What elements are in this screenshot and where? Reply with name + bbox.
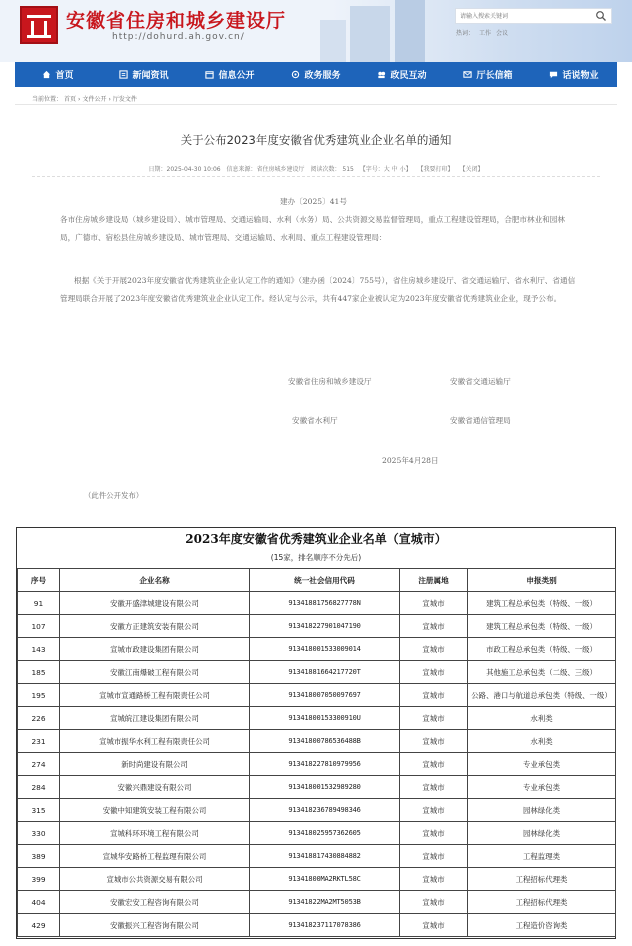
body-paragraph: 根据《关于开展2023年度安徽省优秀建筑业企业认定工作的通知》（建办函〔2024〕755号），省住房城乡建设厅、省交通运输厅、省水利厅、省通信管理局联合开展了2023年度安徽省优秀建筑业企业认定工作。经认定与公示，共有447家企业被认定为2023年度安徽省优秀建筑业企业，现予公布。 <box>60 276 576 303</box>
category-cell: 公路、港口与航道总承包类（特级、一级） <box>468 684 616 707</box>
credit-code-cell: 913418817430884882 <box>250 845 400 868</box>
signature-issuer: 安徽省交通运输厅 <box>450 377 511 386</box>
region-cell: 宣城市 <box>400 707 468 730</box>
category-cell: 工程造价咨询类 <box>468 914 616 937</box>
table-row <box>18 661 616 684</box>
company-name-cell: 宣城市宣通路桥工程有限责任公司 <box>60 684 250 707</box>
article-views: 阅读次数： 515 <box>310 166 354 173</box>
breadcrumb-link[interactable]: 首页 <box>64 96 77 103</box>
row-number-cell: 107 <box>18 615 60 638</box>
credit-code-cell: 913418007050097697 <box>250 684 400 707</box>
site-header <box>0 0 632 62</box>
table-body <box>18 592 616 937</box>
region-cell: 宣城市 <box>400 661 468 684</box>
signature-issuer: 安徽省通信管理局 <box>450 416 511 425</box>
nav-item-label: 厅长信箱 <box>476 71 513 81</box>
company-list-image <box>16 527 616 939</box>
table-row <box>18 753 616 776</box>
print-link[interactable]: 【我要打印】 <box>417 166 454 173</box>
table-row <box>18 891 616 914</box>
region-cell: 宣城市 <box>400 799 468 822</box>
nav-item-interact[interactable] <box>359 62 445 87</box>
article-title: 关于公布2023年度安徽省优秀建筑业企业名单的通知 <box>180 133 452 147</box>
company-name-cell: 安徽方正建筑安装有限公司 <box>60 615 250 638</box>
row-number-cell: 274 <box>18 753 60 776</box>
column-header: 序号 <box>18 569 60 592</box>
region-cell: 宣城市 <box>400 638 468 661</box>
addressee-paragraph: 各市住房城乡建设局（城乡建设局）、城市管理局、交通运输局、水利（水务）局、公共资源交易监督管理局，重点工程建设管理局，合肥市林业和园林局，广德市、宿松县住房城乡建设局、城市管理局、交通运输局、水利局、重点工程建设管理局： <box>60 215 565 242</box>
header-building-graphic <box>350 6 390 62</box>
credit-code-cell: 913418227901047190 <box>250 615 400 638</box>
credit-code-cell: 913418227810979956 <box>250 753 400 776</box>
signature-date: 2025年4月28日 <box>382 456 439 465</box>
category-cell: 工程监理类 <box>468 845 616 868</box>
nav-item-mailbox[interactable] <box>445 62 531 87</box>
nav-item-service[interactable] <box>273 62 359 87</box>
column-header: 企业名称 <box>60 569 250 592</box>
article-date: 日期：2025-04-30 10:06 <box>148 166 221 173</box>
company-table <box>17 568 616 937</box>
document-number: 建办〔2025〕41号 <box>280 197 347 206</box>
table-row <box>18 822 616 845</box>
category-cell: 专业承包类 <box>468 753 616 776</box>
chat-icon <box>549 70 558 79</box>
table-row <box>18 730 616 753</box>
category-cell: 园林绿化类 <box>468 822 616 845</box>
row-number-cell: 315 <box>18 799 60 822</box>
site-title[interactable]: 安徽省住房和城乡建设厅 <box>66 10 287 32</box>
nav-item-home[interactable] <box>15 62 101 87</box>
row-number-cell: 404 <box>18 891 60 914</box>
row-number-cell: 226 <box>18 707 60 730</box>
table-title: 2023年度安徽省优秀建筑业企业名单（宣城市） <box>185 532 447 546</box>
nav-item-label: 政务服务 <box>304 71 341 81</box>
info-icon <box>205 70 214 79</box>
news-icon <box>119 70 128 79</box>
home-icon <box>42 70 51 79</box>
breadcrumb-prefix: 当前位置： <box>32 96 63 103</box>
signature-issuer: 安徽省水利厅 <box>292 416 338 425</box>
nav-item-label: 信息公开 <box>218 71 255 81</box>
region-cell: 宣城市 <box>400 730 468 753</box>
search-input[interactable] <box>456 9 586 23</box>
category-cell: 工程招标代理类 <box>468 891 616 914</box>
search-box <box>455 8 612 24</box>
region-cell: 宣城市 <box>400 845 468 868</box>
row-number-cell: 185 <box>18 661 60 684</box>
region-cell: 宣城市 <box>400 914 468 937</box>
row-number-cell: 91 <box>18 592 60 615</box>
category-cell: 建筑工程总承包类（特级、一级） <box>468 615 616 638</box>
table-row <box>18 914 616 937</box>
table-row <box>18 845 616 868</box>
table-row <box>18 638 616 661</box>
nav-item-label: 新闻资讯 <box>132 71 169 81</box>
header-building-graphic <box>395 0 425 62</box>
credit-code-cell: 91341800MA2RKTL58C <box>250 868 400 891</box>
category-cell: 其他施工总承包类（二级、三级） <box>468 661 616 684</box>
company-name-cell: 宣城皖江建设集团有限公司 <box>60 707 250 730</box>
breadcrumb-link[interactable]: 厅发文件 <box>112 96 137 103</box>
company-name-cell: 宣城华安路桥工程监理有限公司 <box>60 845 250 868</box>
row-number-cell: 284 <box>18 776 60 799</box>
table-row <box>18 684 616 707</box>
article-source: 信息来源：省住房城乡建设厅 <box>226 166 305 173</box>
publication-notice: （此件公开发布） <box>84 491 144 500</box>
nav-item-label: 首页 <box>55 71 74 81</box>
company-name-cell: 新时尚建设有限公司 <box>60 753 250 776</box>
hot-words <box>456 28 513 37</box>
table-row <box>18 615 616 638</box>
article-meta <box>15 164 617 173</box>
credit-code-cell: 913418236789498346 <box>250 799 400 822</box>
divider <box>32 176 600 177</box>
close-link[interactable]: 【关闭】 <box>459 166 484 173</box>
column-header: 统一社会信用代码 <box>250 569 400 592</box>
company-name-cell: 安徽江南爆破工程有限公司 <box>60 661 250 684</box>
region-cell: 宣城市 <box>400 592 468 615</box>
nav-item-news[interactable] <box>101 62 187 87</box>
category-cell: 建筑工程总承包类（特级、一级） <box>468 592 616 615</box>
row-number-cell: 231 <box>18 730 60 753</box>
credit-code-cell: 91341800153300910U <box>250 707 400 730</box>
region-cell: 宣城市 <box>400 615 468 638</box>
company-name-cell: 宣城科环环境工程有限公司 <box>60 822 250 845</box>
hot-word-link[interactable]: 工作 <box>479 30 492 37</box>
row-number-cell: 389 <box>18 845 60 868</box>
company-name-cell: 宣城市政建设集团有限公司 <box>60 638 250 661</box>
company-name-cell: 宣城市公共资源交易有限公司 <box>60 868 250 891</box>
region-cell: 宣城市 <box>400 776 468 799</box>
region-cell: 宣城市 <box>400 753 468 776</box>
nav-item-label: 政民互动 <box>390 71 427 81</box>
row-number-cell: 330 <box>18 822 60 845</box>
hot-word-link[interactable]: 会议 <box>496 30 509 37</box>
credit-code-cell: 913418001533009014 <box>250 638 400 661</box>
company-name-cell: 安徽振兴工程咨询有限公司 <box>60 914 250 937</box>
font-size-control[interactable]: 【字号：大 中 小】 <box>359 166 412 173</box>
region-cell: 宣城市 <box>400 822 468 845</box>
breadcrumb-separator: › <box>78 96 81 103</box>
table-row <box>18 776 616 799</box>
nav-item-property[interactable] <box>531 62 617 87</box>
nav-item-label: 话说物业 <box>562 71 599 81</box>
search-icon[interactable] <box>595 10 607 22</box>
category-cell: 园林绿化类 <box>468 799 616 822</box>
site-logo-icon[interactable] <box>20 6 58 44</box>
region-cell: 宣城市 <box>400 684 468 707</box>
interact-icon <box>377 70 386 79</box>
row-number-cell: 143 <box>18 638 60 661</box>
category-cell: 市政工程总承包类（特级、一级） <box>468 638 616 661</box>
credit-code-cell: 91341800786536488B <box>250 730 400 753</box>
mail-icon <box>463 70 472 79</box>
credit-code-cell: 91341881756827778N <box>250 592 400 615</box>
category-cell: 水利类 <box>468 707 616 730</box>
table-subtitle: (15家，排名顺序不分先后) <box>270 553 362 562</box>
column-header: 申报类别 <box>468 569 616 592</box>
category-cell: 水利类 <box>468 730 616 753</box>
table-row <box>18 592 616 615</box>
column-header: 注册属地 <box>400 569 468 592</box>
breadcrumb-link[interactable]: 文件公开 <box>82 96 107 103</box>
header-building-graphic <box>320 20 346 62</box>
row-number-cell: 429 <box>18 914 60 937</box>
region-cell: 宣城市 <box>400 891 468 914</box>
row-number-cell: 195 <box>18 684 60 707</box>
company-name-cell: 安徽宏安工程咨询有限公司 <box>60 891 250 914</box>
region-cell: 宣城市 <box>400 868 468 891</box>
site-url: http://dohurd.ah.gov.cn/ <box>112 32 245 42</box>
breadcrumb <box>32 94 139 103</box>
table-row <box>18 707 616 730</box>
credit-code-cell: 913418237117078386 <box>250 914 400 937</box>
credit-code-cell: 91341822MA2MT5053B <box>250 891 400 914</box>
credit-code-cell: 91341881664217720T <box>250 661 400 684</box>
category-cell: 专业承包类 <box>468 776 616 799</box>
table-row <box>18 868 616 891</box>
company-name-cell: 安徽开盛津城建设有限公司 <box>60 592 250 615</box>
table-row <box>18 799 616 822</box>
main-nav <box>15 62 617 87</box>
company-name-cell: 宣城市振华水利工程有限责任公司 <box>60 730 250 753</box>
table-header-row <box>18 569 616 592</box>
category-cell: 工程招标代理类 <box>468 868 616 891</box>
row-number-cell: 399 <box>18 868 60 891</box>
hot-words-label: 热词： <box>456 30 475 37</box>
credit-code-cell: 913418025957362605 <box>250 822 400 845</box>
service-icon <box>291 70 300 79</box>
company-name-cell: 安徽中知建筑安装工程有限公司 <box>60 799 250 822</box>
company-name-cell: 安徽兴鼎建设有限公司 <box>60 776 250 799</box>
signature-issuer: 安徽省住房和城乡建设厅 <box>288 377 372 386</box>
credit-code-cell: 913418001532989280 <box>250 776 400 799</box>
breadcrumb-separator: › <box>108 96 111 103</box>
nav-item-info[interactable] <box>187 62 273 87</box>
